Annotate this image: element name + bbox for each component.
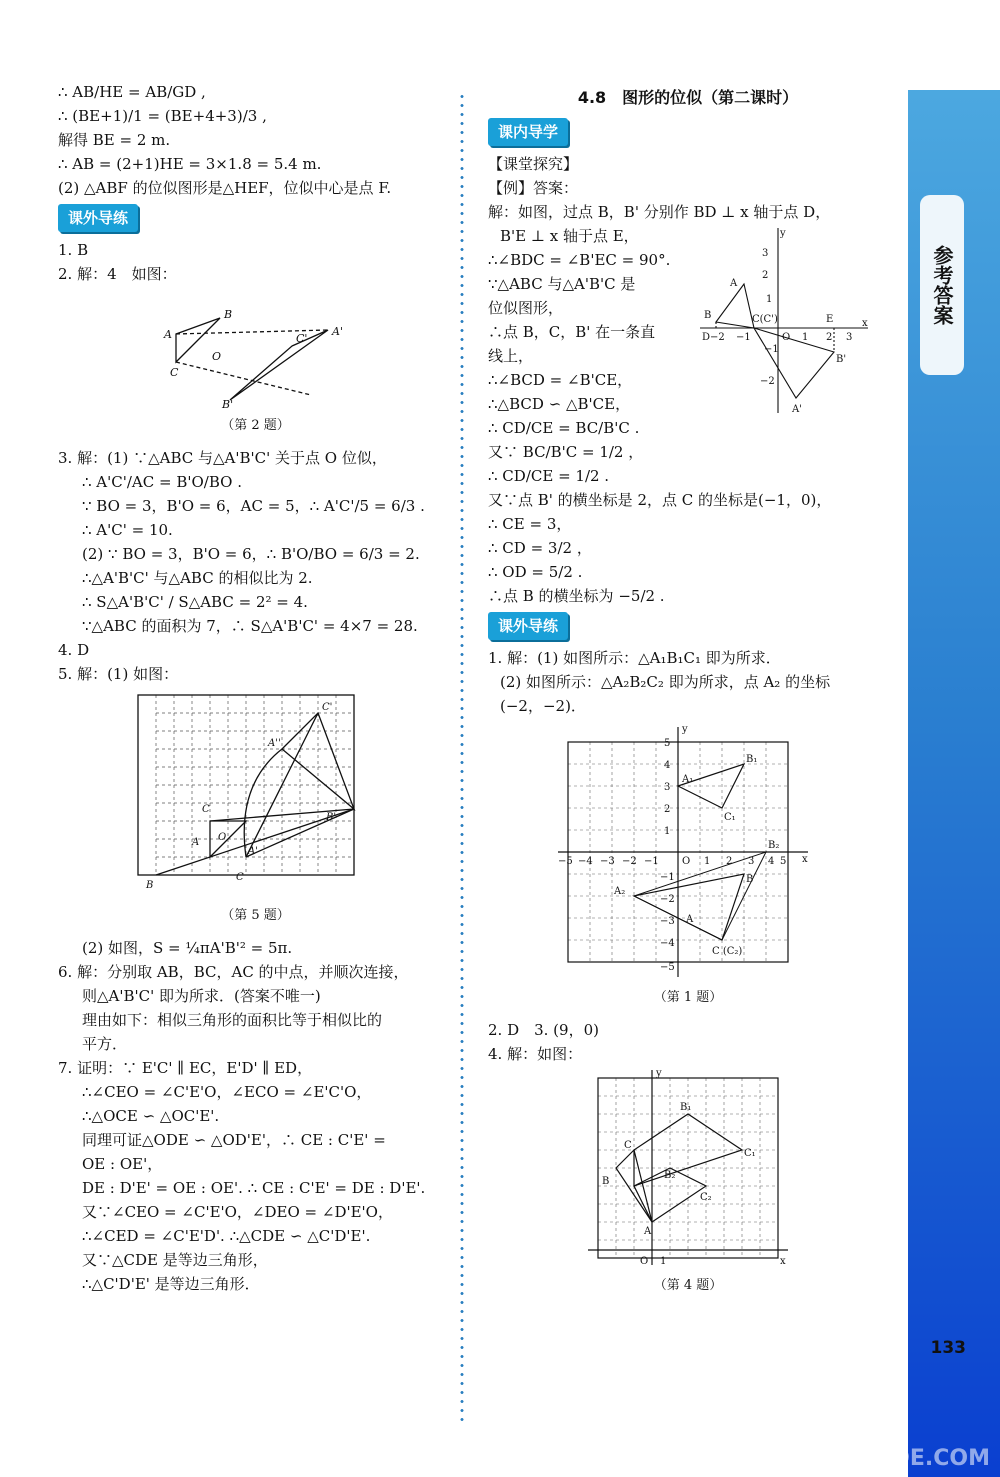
line: 又∵△CDE 是等边三角形， xyxy=(82,1251,268,1269)
line: 1. 解：(1) 如图所示：△A₁B₁C₁ 即为所求． xyxy=(488,649,781,667)
svg-text:C': C' xyxy=(295,332,307,345)
svg-text:B₂: B₂ xyxy=(664,1170,676,1181)
svg-text:B: B xyxy=(746,874,754,885)
svg-text:O: O xyxy=(682,856,691,867)
line: ∵△ABC 的面积为 7，∴ S△A'B'C' = 4×7 = 28. xyxy=(82,617,418,635)
svg-text:E: E xyxy=(826,314,834,325)
figure-q5 xyxy=(136,690,376,900)
line: 又∵ BC/B'C = 1/2 ， xyxy=(488,443,644,461)
line: 又∵点 B' 的横坐标是 2，点 C 的坐标是(−1，0)， xyxy=(488,491,832,509)
section-banner: 课内导学 xyxy=(488,118,568,146)
line: ∴ CD/CE = 1/2 . xyxy=(488,467,610,485)
section-banner: 课外导练 xyxy=(488,612,568,640)
line: 1. B xyxy=(58,241,89,259)
line: 2. D 3. (9，0) xyxy=(488,1021,599,1039)
right-column xyxy=(488,80,888,1306)
line: OE : OE'， xyxy=(82,1155,163,1173)
svg-text:−5: −5 xyxy=(558,856,573,867)
svg-text:A: A xyxy=(163,328,172,341)
svg-text:A': A' xyxy=(247,846,258,857)
svg-text:2: 2 xyxy=(826,332,833,343)
line: 4. 解：如图： xyxy=(488,1045,583,1063)
svg-text:1: 1 xyxy=(802,332,809,343)
line: 位似图形， xyxy=(488,299,564,317)
svg-text:B': B' xyxy=(221,398,233,410)
svg-text:O: O xyxy=(211,350,221,363)
line: DE : D'E' = OE : OE'. ∴ CE : C'E' = DE : D'E'. xyxy=(82,1179,426,1197)
figure-caption: （第 5 题） xyxy=(221,908,290,923)
svg-text:A: A xyxy=(730,278,738,289)
svg-text:−5: −5 xyxy=(660,962,675,973)
line: ∴∠BDC = ∠B'EC = 90°. xyxy=(488,251,671,269)
svg-text:−3: −3 xyxy=(660,916,675,927)
svg-text:A: A xyxy=(686,914,694,925)
svg-text:y: y xyxy=(780,228,786,239)
svg-text:C: C xyxy=(235,872,244,883)
svg-text:3: 3 xyxy=(748,856,755,867)
svg-text:A': A' xyxy=(331,325,343,338)
line: 2. 解：4 如图： xyxy=(58,265,177,283)
svg-text:5: 5 xyxy=(664,738,671,749)
line: 4. D xyxy=(58,641,90,659)
svg-text:C₁: C₁ xyxy=(744,1148,756,1159)
svg-text:−1: −1 xyxy=(644,856,659,867)
svg-text:2: 2 xyxy=(726,856,733,867)
svg-text:1: 1 xyxy=(664,826,671,837)
line: 【例】答案： xyxy=(488,179,579,197)
svg-text:C: C xyxy=(201,804,210,815)
svg-text:1: 1 xyxy=(766,294,773,305)
line: ∴ A'C'/AC = B'O/BO . xyxy=(82,473,242,491)
svg-text:B₂: B₂ xyxy=(768,840,780,851)
svg-text:−4: −4 xyxy=(578,856,593,867)
figure-caption: （第 2 题） xyxy=(221,418,290,433)
svg-text:C₂: C₂ xyxy=(700,1192,712,1203)
line: 解：如图，过点 B，B' 分别作 BD ⊥ x 轴于点 D， xyxy=(488,203,831,221)
line: 线上， xyxy=(488,347,534,365)
svg-text:−2: −2 xyxy=(760,376,775,387)
figure-s1 xyxy=(558,722,818,982)
line: (2) △ABF 的位似图形是△HEF，位似中心是点 F. xyxy=(58,179,392,197)
line: B'E ⊥ x 轴于点 E， xyxy=(500,227,639,245)
figure-s4 xyxy=(588,1070,788,1270)
svg-text:B': B' xyxy=(325,812,336,823)
line: ∴点 B 的横坐标为 −5/2 . xyxy=(488,587,665,605)
line: ∴△C'D'E' 是等边三角形． xyxy=(82,1275,260,1293)
svg-text:B': B' xyxy=(836,354,847,365)
svg-text:−4: −4 xyxy=(660,938,675,949)
line: 7. 证明：∵ E'C' ∥ EC，E'D' ∥ ED， xyxy=(58,1059,313,1077)
line: ∴△BCD ∽ △B'CE， xyxy=(488,395,631,413)
section-banner: 课外导练 xyxy=(58,204,138,232)
svg-text:D−2: D−2 xyxy=(702,332,725,343)
figure-caption: （第 4 题） xyxy=(653,1278,723,1293)
svg-text:−2: −2 xyxy=(622,856,637,867)
figure-example xyxy=(700,228,870,418)
svg-text:2: 2 xyxy=(762,270,769,281)
svg-text:B: B xyxy=(145,880,153,891)
line: ∴△OCE ∽ △OC'E'. xyxy=(82,1107,220,1125)
svg-text:y: y xyxy=(656,1070,662,1079)
line: 则△A'B'C' 即为所求．(答案不唯一) xyxy=(82,987,321,1005)
svg-text:O: O xyxy=(782,332,791,343)
line: 3. 解：(1) ∵△ABC 与△A'B'C' 关于点 O 位似， xyxy=(58,449,387,467)
svg-text:C: C xyxy=(169,366,178,379)
svg-text:B₁: B₁ xyxy=(680,1102,692,1113)
line: ∴ OD = 5/2 . xyxy=(488,563,583,581)
line: 解得 BE = 2 m. xyxy=(58,131,171,149)
svg-text:A: A xyxy=(191,837,199,848)
line: ∴∠BCD = ∠B'CE， xyxy=(488,371,633,389)
svg-text:1: 1 xyxy=(660,1256,667,1267)
line: 又∵∠CEO = ∠C'E'O，∠DEO = ∠D'E'O， xyxy=(82,1203,393,1221)
svg-text:O: O xyxy=(217,832,226,843)
line: (2) 如图所示：△A₂B₂C₂ 即为所求，点 A₂ 的坐标 xyxy=(500,673,831,691)
svg-text:B₁: B₁ xyxy=(746,754,758,765)
svg-text:B: B xyxy=(223,308,232,321)
svg-text:A₁: A₁ xyxy=(682,774,694,785)
left-column xyxy=(58,80,453,1296)
svg-text:C: C xyxy=(624,1140,632,1151)
svg-text:O: O xyxy=(640,1256,649,1267)
svg-text:C': C' xyxy=(321,702,332,713)
svg-text:2: 2 xyxy=(664,804,671,815)
section-title: 4.8 图形的位似（第二课时） xyxy=(577,88,799,107)
svg-text:C₁: C₁ xyxy=(724,812,736,823)
line: 6. 解：分别取 AB，BC，AC 的中点，并顺次连接， xyxy=(58,963,409,981)
line: ∴∠CED = ∠C'E'D'. ∴△CDE ∽ △C'D'E'. xyxy=(82,1227,371,1245)
svg-text:A: A xyxy=(644,1226,652,1237)
line: ∴ CD/CE = BC/B'C . xyxy=(488,419,640,437)
svg-text:4: 4 xyxy=(768,856,775,867)
watermark: 答案圈 MXQE.COM xyxy=(778,1446,990,1471)
line: ∴点 B，C，B' 在一条直 xyxy=(488,323,656,341)
line: ∵ BO = 3，B'O = 6，AC = 5，∴ A'C'/5 = 6/3 . xyxy=(82,497,425,515)
line: 平方． xyxy=(82,1035,128,1053)
line: 理由如下：相似三角形的面积比等于相似比的 xyxy=(82,1011,383,1029)
line: ∵△ABC 与△A'B'C 是 xyxy=(488,275,636,293)
line: 5. 解：(1) 如图： xyxy=(58,665,179,683)
svg-text:B: B xyxy=(704,310,712,321)
svg-text:−1: −1 xyxy=(660,872,675,883)
line: 同理可证△ODE ∽ △OD'E'，∴ CE : C'E' = xyxy=(82,1131,386,1149)
line: (2) ∵ BO = 3，B'O = 6，∴ B'O/BO = 6/3 = 2. xyxy=(82,545,420,563)
line: ∴ (BE+1)/1 = (BE+4+3)/3 , xyxy=(58,107,267,125)
line: ∴∠CEO = ∠C'E'O，∠ECO = ∠E'C'O， xyxy=(82,1083,372,1101)
answer-tab: 参考答案 xyxy=(920,195,964,375)
svg-text:5: 5 xyxy=(780,856,787,867)
figure-caption: （第 1 题） xyxy=(653,990,723,1005)
svg-text:−1: −1 xyxy=(736,332,751,343)
svg-text:A'': A'' xyxy=(267,738,281,749)
line: ∴ CD = 3/2 ， xyxy=(488,539,592,557)
svg-text:x: x xyxy=(802,854,808,865)
line: (2) 如图，S = ¼πA'B'² = 5π. xyxy=(82,939,293,957)
page-number: 133 xyxy=(930,1338,966,1358)
line: ∴△A'B'C' 与△ABC 的相似比为 2. xyxy=(82,569,313,587)
svg-text:3: 3 xyxy=(762,248,769,259)
line: 【课堂探究】 xyxy=(488,155,579,173)
figure-q2 xyxy=(156,290,356,410)
svg-text:−2: −2 xyxy=(660,894,675,905)
line: ∴ AB = (2+1)HE = 3×1.8 = 5.4 m. xyxy=(58,155,322,173)
svg-text:3: 3 xyxy=(664,782,671,793)
svg-text:y: y xyxy=(682,724,688,735)
svg-text:A₂: A₂ xyxy=(614,886,626,897)
svg-text:x: x xyxy=(780,1256,786,1267)
svg-text:−1: −1 xyxy=(764,344,779,355)
svg-text:−3: −3 xyxy=(600,856,615,867)
line: ∴ A'C' = 10. xyxy=(82,521,173,539)
svg-text:B: B xyxy=(602,1176,610,1187)
line: ∴ S△A'B'C' / S△ABC = 2² = 4. xyxy=(82,593,308,611)
line: (−2，−2)． xyxy=(500,697,586,715)
svg-text:C(C'): C(C') xyxy=(752,314,778,325)
svg-text:4: 4 xyxy=(664,760,671,771)
line: ∴ CE = 3， xyxy=(488,515,572,533)
svg-text:1: 1 xyxy=(704,856,711,867)
line: ∴ AB/HE = AB/GD , xyxy=(58,83,206,101)
svg-text:A': A' xyxy=(792,404,802,415)
svg-text:3: 3 xyxy=(846,332,853,343)
column-divider xyxy=(460,92,464,1422)
svg-text:x: x xyxy=(862,318,868,329)
svg-text:C (C₂): C (C₂) xyxy=(712,946,743,957)
